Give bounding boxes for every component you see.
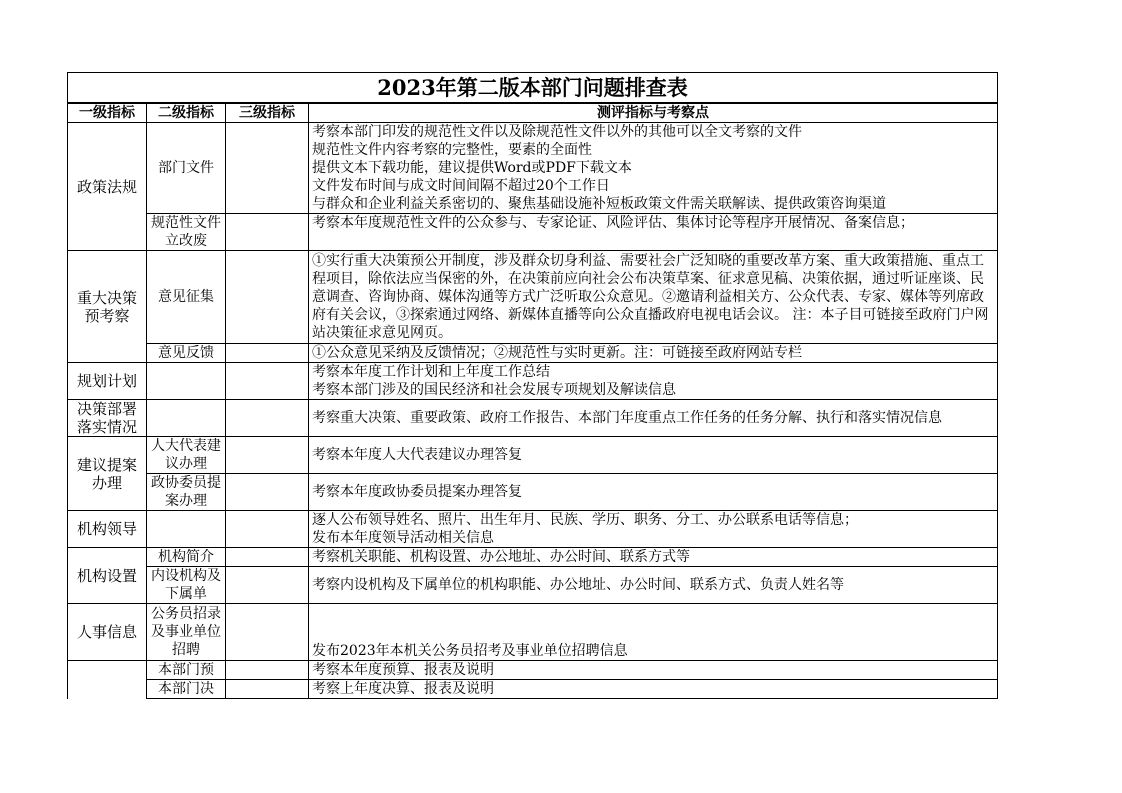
header-level2: 二级指标 [147, 103, 226, 123]
level2-cell: 意见反馈 [147, 344, 226, 363]
table-row [68, 511, 998, 548]
table-row [68, 214, 998, 251]
criteria-line: 考察本部门涉及的国民经济和社会发展专项规划及解读信息 [312, 382, 676, 398]
level2-cell: 政协委员提案办理 [147, 474, 226, 511]
table-row [68, 661, 998, 680]
level2-cell: 规范性文件立改废 [147, 214, 226, 251]
level3-cell [226, 548, 309, 567]
level3-cell [226, 123, 309, 214]
level1-cell: 人事信息 [68, 604, 147, 661]
level2-cell: 本部门预 [147, 661, 226, 680]
level1-cell: 政策法规 [68, 123, 147, 251]
level3-cell [226, 604, 309, 661]
table-row [68, 363, 998, 400]
level3-cell [226, 511, 309, 548]
spreadsheet [67, 72, 997, 699]
level2-cell: 意见征集 [147, 251, 226, 344]
table-row [68, 604, 998, 661]
criteria-cell: 考察本年度规范性文件的公众参与、专家论证、风险评估、集体讨论等程序开展情况、备案信息； [309, 214, 998, 251]
table-row [68, 123, 998, 214]
criteria-line: 考察本年度工作计划和上年度工作总结 [312, 364, 550, 380]
criteria-line: 文件发布时间与成文时间间隔不超过20个工作日 [312, 178, 610, 194]
level1-cell: 机构领导 [68, 511, 147, 548]
level2-cell: 机构简介 [147, 548, 226, 567]
level2-cell: 内设机构及下属单 [147, 567, 226, 604]
level2-cell: 部门文件 [147, 123, 226, 214]
level1-cell: 规划计划 [68, 363, 147, 400]
criteria-cell: 考察本年度政协委员提案办理答复 [309, 474, 998, 511]
table-row [68, 251, 998, 344]
level3-cell [226, 363, 309, 400]
criteria-line: 逐人公布领导姓名、照片、出生年月、民族、学历、职务、分工、办公联系电话等信息； [312, 512, 858, 528]
criteria-cell: 发布2023年本机关公务员招考及事业单位招聘信息 [309, 604, 998, 661]
criteria-cell [309, 123, 998, 214]
criteria-cell: 考察重大决策、重要政策、政府工作报告、本部门年度重点工作任务的任务分解、执行和落实情况信息 [309, 400, 998, 437]
level2-cell [147, 400, 226, 437]
table-row [68, 680, 998, 699]
level3-cell [226, 661, 309, 680]
level2-cell [147, 363, 226, 400]
criteria-cell [309, 363, 998, 400]
criteria-cell: ①实行重大决策预公开制度，涉及群众切身利益、需要社会广泛知晓的重要改革方案、重大政策措施、重点工程项目，除依法应当保密的外，在决策前应向社会公布决策草案、征求意见稿、决策依据，通过听证座谈、民意调查、咨询协商、媒体沟通等方式广泛听取公众意见。②邀请利益相关方、公众代表、专家、媒体等列席政府有关会议，③探索通过网络、新媒体直播等向公众直播政府电视电话会议。 注：本子目可链接至政府门户网站决策征求意见网页。 [309, 251, 998, 344]
criteria-cell [309, 511, 998, 548]
level1-cell: 决策部署落实情况 [68, 400, 147, 437]
level3-cell [226, 214, 309, 251]
header-level3: 三级指标 [226, 103, 309, 123]
table-row [68, 437, 998, 474]
level1-cell [68, 661, 147, 699]
criteria-cell: 考察本年度预算、报表及说明 [309, 661, 998, 680]
level1-cell: 建议提案办理 [68, 437, 147, 511]
criteria-cell: 考察本年度人大代表建议办理答复 [309, 437, 998, 474]
table-row [68, 474, 998, 511]
criteria-line: 发布本年度领导活动相关信息 [312, 530, 494, 546]
header-row [68, 103, 998, 123]
criteria-line: 规范性文件内容考察的完整性，要素的全面性 [312, 142, 592, 158]
level2-cell: 本部门决 [147, 680, 226, 699]
table-row [68, 548, 998, 567]
level2-cell [147, 511, 226, 548]
criteria-line: 与群众和企业利益关系密切的、聚焦基础设施补短板政策文件需关联解读、提供政策咨询渠道 [312, 196, 886, 212]
header-criteria: 测评指标与考察点 [309, 103, 998, 123]
level2-cell: 人大代表建议办理 [147, 437, 226, 474]
table-row [68, 400, 998, 437]
criteria-cell: 考察机关职能、机构设置、办公地址、办公时间、联系方式等 [309, 548, 998, 567]
criteria-cell: 考察上年度决算、报表及说明 [309, 680, 998, 699]
level3-cell [226, 437, 309, 474]
criteria-cell: ①公众意见采纳及反馈情况；②规范性与实时更新。注：可链接至政府网站专栏 [309, 344, 998, 363]
level3-cell [226, 344, 309, 363]
level3-cell [226, 680, 309, 699]
level3-cell [226, 474, 309, 511]
level3-cell [226, 567, 309, 604]
level1-cell: 重大决策预考察 [68, 251, 147, 363]
level1-cell: 机构设置 [68, 548, 147, 604]
criteria-line: 考察本部门印发的规范性文件以及除规范性文件以外的其他可以全文考察的文件 [312, 124, 802, 140]
level3-cell [226, 251, 309, 344]
header-level1: 一级指标 [68, 103, 147, 123]
sheet-title: 2023年第二版本部门问题排查表 [68, 73, 998, 104]
level2-cell: 公务员招录及事业单位招聘 [147, 604, 226, 661]
criteria-cell: 考察内设机构及下属单位的机构职能、办公地址、办公时间、联系方式、负责人姓名等 [309, 567, 998, 604]
criteria-line: 提供文本下载功能，建议提供Word或PDF下载文本 [312, 160, 632, 176]
level3-cell [226, 400, 309, 437]
table-row [68, 567, 998, 604]
inspection-table [67, 72, 998, 699]
table-row [68, 344, 998, 363]
